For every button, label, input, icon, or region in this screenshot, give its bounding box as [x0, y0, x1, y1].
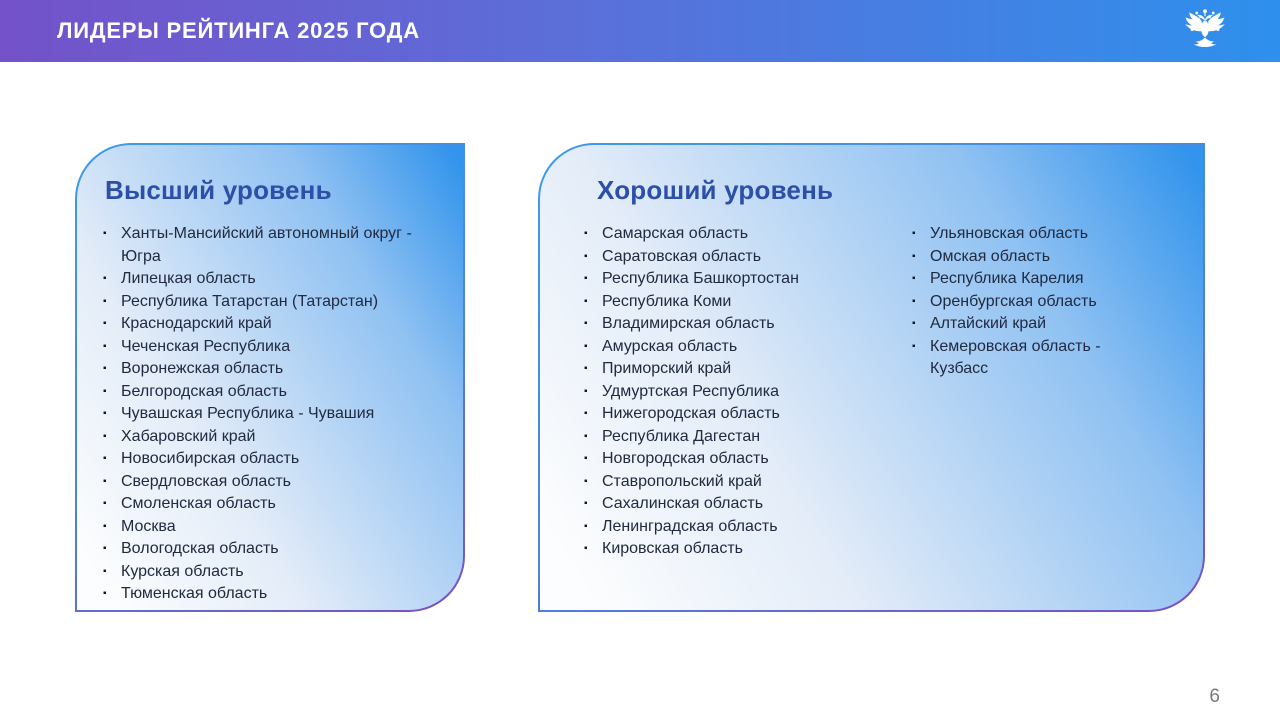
region-name: Курская область: [121, 562, 244, 580]
card-title: Высший уровень: [105, 175, 332, 205]
card-highest-level: [75, 143, 465, 612]
list-item: [103, 291, 421, 314]
list-item: [103, 471, 421, 494]
list-item: [584, 268, 912, 291]
list-item: [584, 471, 912, 494]
list-item: [584, 358, 912, 381]
list-item: [912, 313, 1124, 336]
list-item: [103, 583, 421, 606]
list-item: [584, 313, 912, 336]
region-name: Кировская область: [602, 540, 743, 557]
region-list: [912, 223, 1124, 561]
region-name: Ленинградская область: [602, 517, 778, 535]
bullet-icon: ▪: [103, 453, 107, 464]
region-name: Чеченская Республика: [121, 337, 291, 355]
region-name: Республика Башкортостан: [602, 270, 799, 287]
list-item: [912, 223, 1124, 246]
list-item: [584, 223, 912, 246]
bullet-icon: ▪: [103, 588, 107, 599]
list-item: [584, 493, 912, 516]
list-item: [584, 516, 912, 539]
list-item: [912, 246, 1124, 269]
region-name: Чувашская Республика - Чувашия: [121, 405, 375, 422]
bullet-icon: ▪: [103, 408, 107, 419]
list-item: [584, 403, 912, 426]
bullet-icon: ▪: [912, 228, 916, 239]
region-name: Тюменская область: [121, 585, 268, 602]
region-name: Республика Карелия: [930, 270, 1084, 287]
bullet-icon: ▪: [103, 543, 107, 554]
card-title: Хороший уровень: [597, 175, 834, 205]
bullet-icon: ▪: [912, 295, 916, 307]
list-item: [103, 313, 421, 336]
cards-container: [75, 143, 1205, 612]
bullet-icon: ▪: [584, 295, 588, 307]
list-item: [584, 381, 912, 404]
bullet-icon: ▪: [584, 498, 588, 509]
region-name: Удмуртская Республика: [602, 382, 779, 400]
bullet-icon: ▪: [584, 520, 588, 532]
bullet-icon: ▪: [584, 273, 588, 284]
list-item: [912, 336, 1124, 381]
card-columns: [103, 223, 445, 606]
bullet-icon: ▪: [103, 318, 107, 329]
list-item: [584, 448, 912, 471]
list-item: [584, 336, 912, 359]
region-name: Воронежская область: [121, 360, 284, 377]
list-item: [912, 291, 1124, 314]
region-name: Оренбургская область: [930, 292, 1097, 310]
region-name: Омская область: [930, 247, 1051, 265]
bullet-icon: ▪: [584, 363, 588, 374]
card-good-level: [538, 143, 1205, 612]
region-name: Амурская область: [602, 337, 738, 355]
page-number: 6: [1209, 686, 1220, 707]
bullet-icon: ▪: [103, 340, 107, 352]
region-name: Ханты-Мансийский автономный округ - Югра: [121, 225, 412, 265]
bullet-icon: ▪: [584, 430, 588, 442]
region-name: Республика Коми: [602, 292, 732, 310]
list-item: [103, 336, 421, 359]
list-item: [103, 381, 421, 404]
region-list: [584, 223, 912, 561]
region-name: Кемеровская область - Кузбасс: [930, 337, 1101, 377]
header-bar: [0, 0, 1280, 62]
bullet-icon: ▪: [103, 498, 107, 509]
list-item: [584, 246, 912, 269]
region-name: Нижегородская область: [602, 405, 780, 422]
list-item: [103, 448, 421, 471]
region-name: Саратовская область: [602, 247, 762, 265]
region-name: Краснодарский край: [121, 315, 272, 332]
bullet-icon: ▪: [584, 228, 588, 239]
double-headed-eagle-icon: [1182, 8, 1228, 54]
list-item: [584, 426, 912, 449]
region-name: Алтайский край: [930, 315, 1047, 332]
region-name: Москва: [121, 517, 176, 535]
region-name: Свердловская область: [121, 472, 291, 490]
region-list: [103, 223, 421, 606]
list-item: [584, 538, 912, 561]
list-item: [103, 493, 421, 516]
bullet-icon: ▪: [584, 385, 588, 397]
page-title: ЛИДЕРЫ РЕЙТИНГА 2025 ГОДА: [57, 18, 420, 43]
bullet-icon: ▪: [103, 363, 107, 374]
card-body: [77, 145, 463, 610]
region-name: Ульяновская область: [930, 225, 1089, 242]
bullet-icon: ▪: [103, 475, 107, 487]
list-item: [103, 268, 421, 291]
bullet-icon: ▪: [103, 565, 107, 577]
region-name: Хабаровский край: [121, 427, 256, 445]
bullet-icon: ▪: [103, 228, 107, 239]
bullet-icon: ▪: [103, 430, 107, 442]
list-item: [103, 538, 421, 561]
list-item: [103, 358, 421, 381]
bullet-icon: ▪: [584, 453, 588, 464]
region-name: Ставропольский край: [602, 472, 762, 490]
region-name: Белгородская область: [121, 382, 287, 400]
bullet-icon: ▪: [912, 273, 916, 284]
region-name: Смоленская область: [121, 495, 276, 512]
list-item: [103, 426, 421, 449]
list-item: [103, 516, 421, 539]
region-name: Приморский край: [602, 360, 732, 377]
bullet-icon: ▪: [584, 408, 588, 419]
card-columns: [584, 223, 1185, 561]
bullet-icon: ▪: [912, 340, 916, 352]
bullet-icon: ▪: [103, 385, 107, 397]
list-item: [584, 291, 912, 314]
region-name: Вологодская область: [121, 540, 279, 557]
bullet-icon: ▪: [103, 273, 107, 284]
bullet-icon: ▪: [584, 318, 588, 329]
region-name: Липецкая область: [121, 270, 256, 287]
region-name: Республика Татарстан (Татарстан): [121, 292, 379, 310]
region-name: Новгородская область: [602, 450, 769, 467]
region-name: Самарская область: [602, 225, 749, 242]
bullet-icon: ▪: [912, 318, 916, 329]
region-name: Владимирская область: [602, 315, 775, 332]
bullet-icon: ▪: [584, 475, 588, 487]
region-name: Сахалинская область: [602, 495, 764, 512]
bullet-icon: ▪: [584, 250, 588, 262]
list-item: [103, 403, 421, 426]
bullet-icon: ▪: [584, 543, 588, 554]
list-item: [103, 561, 421, 584]
bullet-icon: ▪: [912, 250, 916, 262]
region-name: Республика Дагестан: [602, 427, 761, 445]
bullet-icon: ▪: [584, 340, 588, 352]
list-item: [912, 268, 1124, 291]
card-body: [540, 145, 1203, 610]
list-item: [103, 223, 421, 268]
bullet-icon: ▪: [103, 520, 107, 532]
bullet-icon: ▪: [103, 295, 107, 307]
region-name: Новосибирская область: [121, 450, 300, 467]
